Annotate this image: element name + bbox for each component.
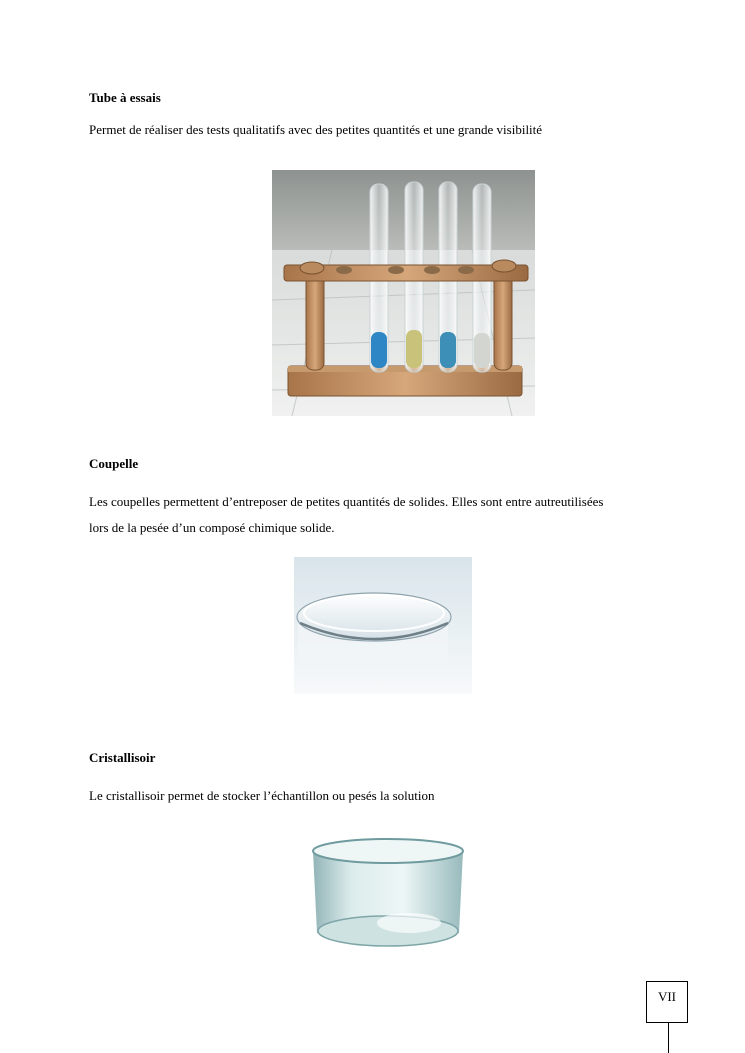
page-number: VII: [646, 981, 688, 1023]
tube-liquid-3: [440, 332, 456, 368]
tube-liquid-4: [474, 333, 490, 368]
page-number-tick: [668, 1023, 669, 1053]
section-text-coupelle-line-2: lors de la pesée d’un composé chimique solide.: [89, 520, 335, 535]
section-title-coupelle: Coupelle: [89, 456, 139, 471]
tube-liquid-2: [406, 330, 422, 368]
section-text-coupelle-line-1: Les coupelles permettent d’entreposer de petites quantités de solides. Elles sont entre autreutilisées: [89, 494, 604, 509]
section-title-tube: Tube à essais: [89, 90, 161, 105]
tube-liquid-1: [371, 332, 387, 368]
coupelle-photo: [294, 557, 472, 694]
section-title-cristallisoir: Cristallisoir: [89, 750, 156, 765]
section-text-tube: Permet de réaliser des tests qualitatifs avec des petites quantités et une grande visibilité: [89, 122, 543, 137]
section-text-cristallisoir: Le cristallisoir permet de stocker l’échantillon ou pesés la solution: [89, 788, 435, 803]
test-tube-rack-photo: [272, 170, 535, 416]
cristallisoir-photo: [305, 833, 471, 957]
